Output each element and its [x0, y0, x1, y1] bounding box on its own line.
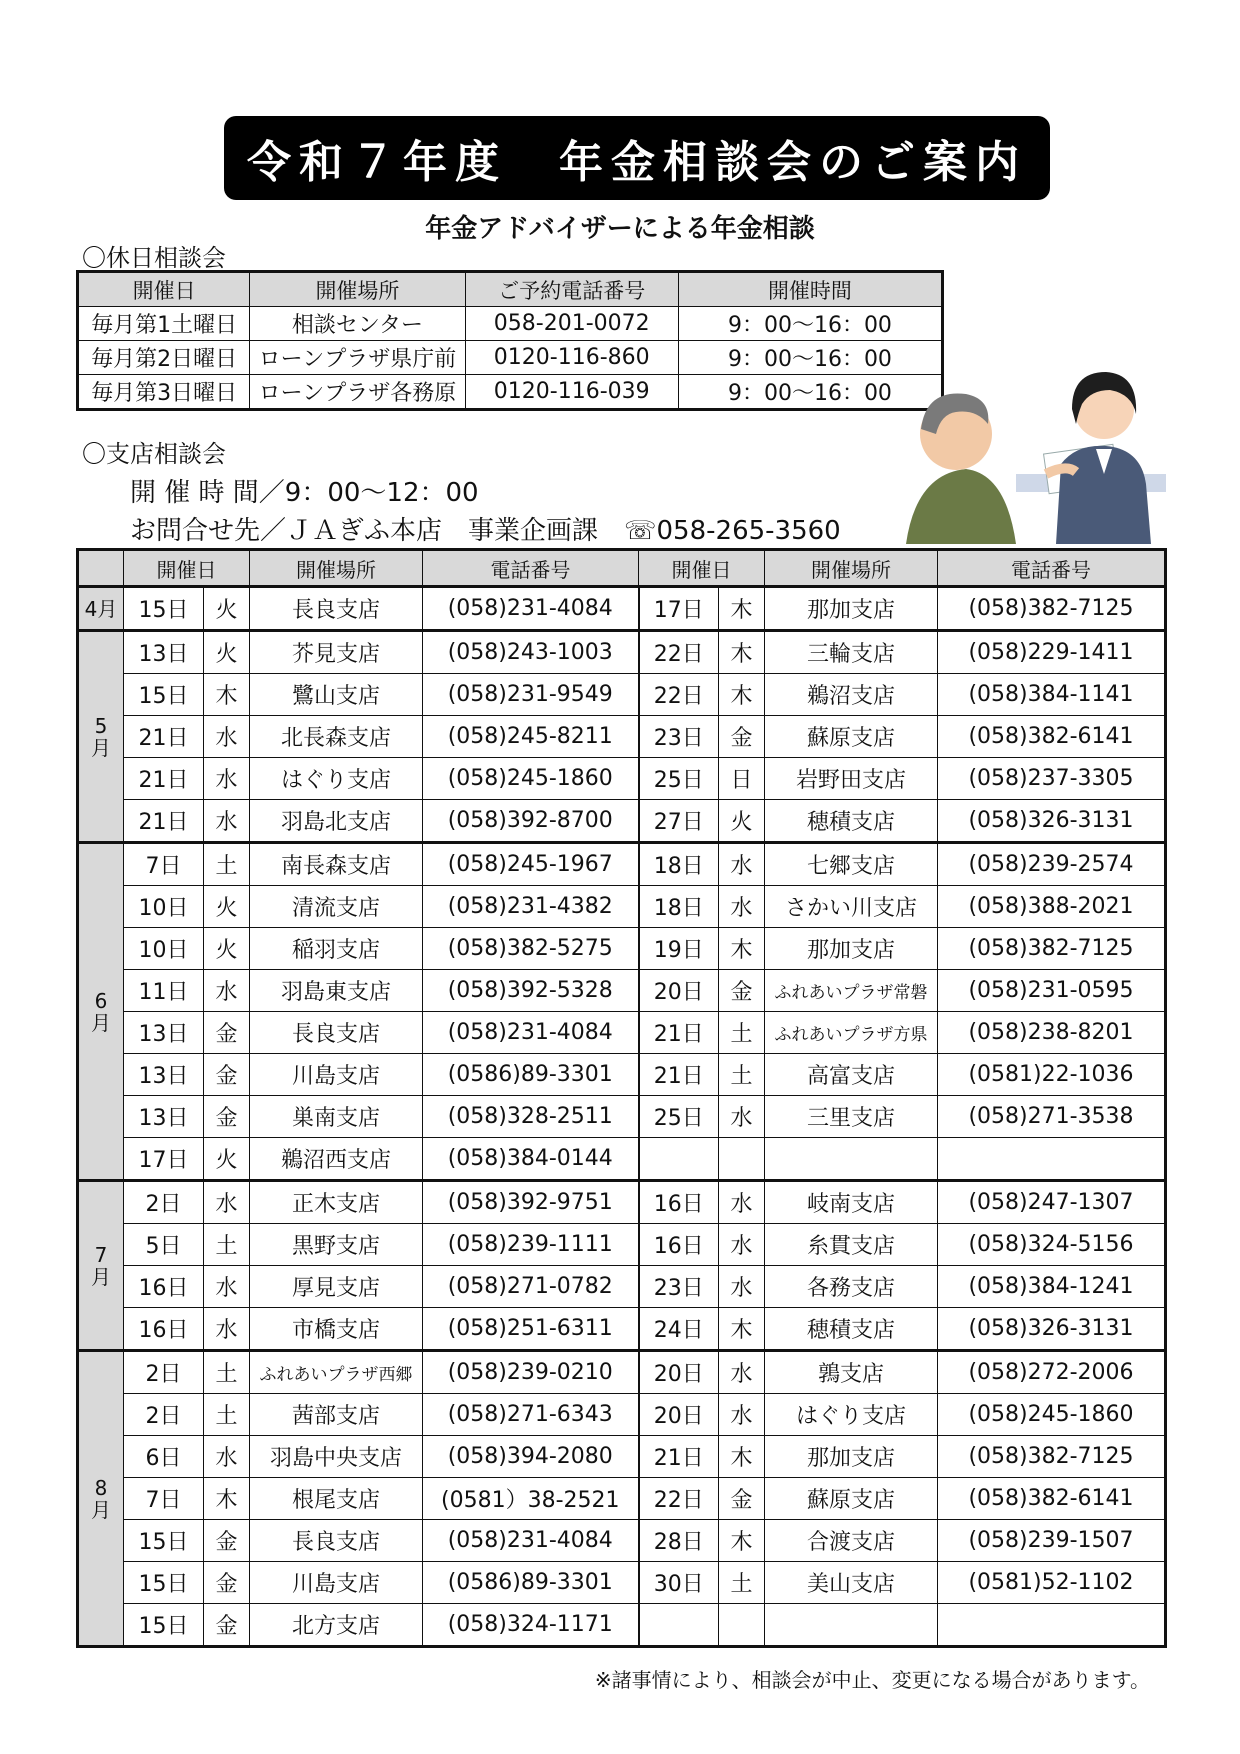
- branch-name-cell: 合渡支店: [765, 1520, 938, 1562]
- date-cell: 2日: [124, 1394, 204, 1436]
- phone-cell: (058)384-1241: [938, 1266, 1166, 1308]
- branch-name-cell: [765, 1604, 938, 1647]
- branch-row: [78, 1096, 1166, 1138]
- branch-row: [78, 1181, 1166, 1224]
- month-column-header: [78, 550, 124, 587]
- date-cell: 24日: [639, 1308, 719, 1351]
- branch-name-cell: 南長森支店: [250, 843, 423, 886]
- weekday-cell: 火: [204, 587, 250, 631]
- date-cell: 6日: [124, 1436, 204, 1478]
- weekday-cell: 水: [719, 1181, 765, 1224]
- phone-cell: (058)239-2574: [938, 843, 1166, 886]
- phone-cell: (058)245-1967: [423, 843, 639, 886]
- date-cell: 21日: [639, 1054, 719, 1096]
- weekday-cell: 水: [204, 970, 250, 1012]
- phone-cell: (058)392-8700: [423, 800, 639, 843]
- date-cell: 28日: [639, 1520, 719, 1562]
- subtitle: 年金アドバイザーによる年金相談: [425, 214, 815, 244]
- branch-name-cell: 各務支店: [765, 1266, 938, 1308]
- phone-cell: (0581)22-1036: [938, 1054, 1166, 1096]
- date-cell: 7日: [124, 1478, 204, 1520]
- phone-cell: (058)229-1411: [938, 631, 1166, 674]
- phone-cell: (058)392-5328: [423, 970, 639, 1012]
- weekday-cell: 金: [719, 716, 765, 758]
- branch-name-cell: 巣南支店: [250, 1096, 423, 1138]
- phone-cell: (058)328-2511: [423, 1096, 639, 1138]
- date-cell: 23日: [639, 1266, 719, 1308]
- branch-name-cell: 北長森支店: [250, 716, 423, 758]
- weekday-cell: 水: [719, 1266, 765, 1308]
- weekday-cell: 金: [204, 1604, 250, 1647]
- holiday-cell: 9：00～16：00: [678, 375, 942, 410]
- weekday-cell: 水: [204, 1436, 250, 1478]
- branch-name-cell: 根尾支店: [250, 1478, 423, 1520]
- phone-cell: (058)271-3538: [938, 1096, 1166, 1138]
- phone-cell: (058)382-7125: [938, 928, 1166, 970]
- phone-cell: (058)272-2006: [938, 1351, 1166, 1394]
- date-cell: 22日: [639, 631, 719, 674]
- weekday-cell: 水: [719, 1394, 765, 1436]
- weekday-cell: 火: [204, 631, 250, 674]
- date-cell: 30日: [639, 1562, 719, 1604]
- date-cell: 2日: [124, 1181, 204, 1224]
- branch-name-cell: 七郷支店: [765, 843, 938, 886]
- phone-cell: (058)243-1003: [423, 631, 639, 674]
- date-cell: 13日: [124, 1054, 204, 1096]
- date-cell: 13日: [124, 1096, 204, 1138]
- holiday-cell: 毎月第2日曜日: [78, 341, 250, 375]
- phone-cell: (0581）38-2521: [423, 1478, 639, 1520]
- weekday-cell: 木: [204, 674, 250, 716]
- date-cell: 7日: [124, 843, 204, 886]
- phone-cell: (058)231-4084: [423, 1520, 639, 1562]
- weekday-cell: 木: [719, 674, 765, 716]
- date-cell: 15日: [124, 1562, 204, 1604]
- branch-name-cell: 芥見支店: [250, 631, 423, 674]
- phone-cell: (058)245-1860: [938, 1394, 1166, 1436]
- branch-row: [78, 886, 1166, 928]
- weekday-cell: 土: [204, 1224, 250, 1266]
- date-cell: 16日: [124, 1308, 204, 1351]
- weekday-cell: 水: [204, 800, 250, 843]
- branch-table: [76, 548, 1167, 1648]
- branch-column-header: 電話番号: [423, 550, 639, 587]
- weekday-cell: 火: [719, 800, 765, 843]
- page-title: 令和７年度 年金相談会のご案内: [224, 116, 1050, 200]
- branch-name-cell: 北方支店: [250, 1604, 423, 1647]
- phone-cell: (058)245-8211: [423, 716, 639, 758]
- date-cell: 21日: [124, 800, 204, 843]
- weekday-cell: 水: [719, 1096, 765, 1138]
- phone-cell: (058)245-1860: [423, 758, 639, 800]
- holiday-cell: 9：00～16：00: [678, 307, 942, 341]
- phone-cell: (058)231-4084: [423, 1012, 639, 1054]
- weekday-cell: 火: [204, 886, 250, 928]
- month-label: 7 月: [78, 1181, 124, 1351]
- holiday-cell: 毎月第1土曜日: [78, 307, 250, 341]
- branch-name-cell: 正木支店: [250, 1181, 423, 1224]
- weekday-cell: 水: [204, 1308, 250, 1351]
- holiday-cell: 相談センター: [250, 307, 465, 341]
- holiday-row: [78, 375, 943, 410]
- weekday-cell: 水: [204, 758, 250, 800]
- weekday-cell: 金: [204, 1012, 250, 1054]
- branch-column-header: 開催日: [124, 550, 250, 587]
- branch-row: [78, 1436, 1166, 1478]
- phone-cell: (058)231-0595: [938, 970, 1166, 1012]
- branch-row: [78, 1224, 1166, 1266]
- branch-name-cell: 岐南支店: [765, 1181, 938, 1224]
- branch-name-cell: 三輪支店: [765, 631, 938, 674]
- branch-row: [78, 1351, 1166, 1394]
- date-cell: 18日: [639, 886, 719, 928]
- phone-cell: (058)384-0144: [423, 1138, 639, 1181]
- consultation-illustration-icon: [896, 354, 1166, 544]
- phone-cell: (058)326-3131: [938, 1308, 1166, 1351]
- date-cell: 20日: [639, 970, 719, 1012]
- branch-row: [78, 631, 1166, 674]
- branch-name-cell: 穂積支店: [765, 800, 938, 843]
- phone-cell: (058)326-3131: [938, 800, 1166, 843]
- phone-cell: (058)238-8201: [938, 1012, 1166, 1054]
- weekday-cell: 金: [204, 1054, 250, 1096]
- phone-cell: (058)239-1111: [423, 1224, 639, 1266]
- phone-cell: (058)231-9549: [423, 674, 639, 716]
- weekday-cell: 金: [719, 970, 765, 1012]
- date-cell: [639, 1138, 719, 1181]
- weekday-cell: 土: [719, 1012, 765, 1054]
- branch-row: [78, 1266, 1166, 1308]
- date-cell: 15日: [124, 674, 204, 716]
- date-cell: 15日: [124, 1604, 204, 1647]
- phone-cell: (0586)89-3301: [423, 1054, 639, 1096]
- month-label: 5 月: [78, 631, 124, 843]
- branch-name-cell: さかい川支店: [765, 886, 938, 928]
- weekday-cell: 水: [719, 1351, 765, 1394]
- branch-name-cell: はぐり支店: [765, 1394, 938, 1436]
- branch-row: [78, 1054, 1166, 1096]
- weekday-cell: 土: [719, 1562, 765, 1604]
- weekday-cell: 土: [204, 1351, 250, 1394]
- branch-name-cell: 美山支店: [765, 1562, 938, 1604]
- date-cell: 13日: [124, 631, 204, 674]
- branch-name-cell: 羽島中央支店: [250, 1436, 423, 1478]
- date-cell: 15日: [124, 1520, 204, 1562]
- holiday-row: [78, 341, 943, 375]
- weekday-cell: 水: [204, 1266, 250, 1308]
- date-cell: 21日: [639, 1436, 719, 1478]
- phone-cell: (058)239-1507: [938, 1520, 1166, 1562]
- branch-name-cell: 長良支店: [250, 587, 423, 631]
- branch-column-header: 開催場所: [765, 550, 938, 587]
- date-cell: 25日: [639, 758, 719, 800]
- holiday-column-header: 開催日: [78, 272, 250, 307]
- date-cell: 16日: [639, 1224, 719, 1266]
- date-cell: 11日: [124, 970, 204, 1012]
- phone-cell: (058)231-4382: [423, 886, 639, 928]
- branch-name-cell: 那加支店: [765, 1436, 938, 1478]
- holiday-row: [78, 307, 943, 341]
- date-cell: 23日: [639, 716, 719, 758]
- branch-row: [78, 587, 1166, 631]
- branch-name-cell: 那加支店: [765, 587, 938, 631]
- branch-name-cell: 鵜沼支店: [765, 674, 938, 716]
- weekday-cell: 金: [719, 1478, 765, 1520]
- weekday-cell: 水: [204, 716, 250, 758]
- phone-cell: [938, 1138, 1166, 1181]
- phone-cell: (0586)89-3301: [423, 1562, 639, 1604]
- date-cell: 22日: [639, 1478, 719, 1520]
- branch-name-cell: [765, 1138, 938, 1181]
- branch-name-cell: 鶉支店: [765, 1351, 938, 1394]
- branch-name-cell: 高富支店: [765, 1054, 938, 1096]
- branch-row: [78, 1138, 1166, 1181]
- branch-column-header: 開催場所: [250, 550, 423, 587]
- weekday-cell: 木: [719, 1520, 765, 1562]
- branch-row: [78, 1012, 1166, 1054]
- date-cell: 10日: [124, 928, 204, 970]
- phone-cell: (058)231-4084: [423, 587, 639, 631]
- date-cell: 19日: [639, 928, 719, 970]
- phone-cell: (058)388-2021: [938, 886, 1166, 928]
- date-cell: 25日: [639, 1096, 719, 1138]
- branch-name-cell: 川島支店: [250, 1054, 423, 1096]
- weekday-cell: [719, 1604, 765, 1647]
- branch-row: [78, 843, 1166, 886]
- holiday-column-header: 開催時間: [678, 272, 942, 307]
- branch-name-cell: 蘇原支店: [765, 1478, 938, 1520]
- branch-row: [78, 1394, 1166, 1436]
- branch-name-cell: ふれあいプラザ方県: [765, 1012, 938, 1054]
- branch-name-cell: 稲羽支店: [250, 928, 423, 970]
- branch-contact: お問合せ先／ＪＡぎふ本店 事業企画課 ☏058-265-3560: [130, 516, 841, 546]
- branch-row: [78, 800, 1166, 843]
- date-cell: 13日: [124, 1012, 204, 1054]
- weekday-cell: 水: [719, 1224, 765, 1266]
- holiday-cell: 058-201-0072: [465, 307, 678, 341]
- branch-name-cell: 鵜沼西支店: [250, 1138, 423, 1181]
- phone-cell: (058)382-6141: [938, 1478, 1166, 1520]
- branch-name-cell: 茜部支店: [250, 1394, 423, 1436]
- holiday-column-header: ご予約電話番号: [465, 272, 678, 307]
- branch-name-cell: ふれあいプラザ常磐: [765, 970, 938, 1012]
- branch-name-cell: 黒野支店: [250, 1224, 423, 1266]
- phone-cell: (058)324-1171: [423, 1604, 639, 1647]
- holiday-cell: 0120-116-860: [465, 341, 678, 375]
- weekday-cell: 土: [204, 843, 250, 886]
- weekday-cell: 土: [719, 1054, 765, 1096]
- date-cell: [639, 1604, 719, 1647]
- branch-name-cell: 羽島北支店: [250, 800, 423, 843]
- branch-row: [78, 1478, 1166, 1520]
- phone-cell: (058)392-9751: [423, 1181, 639, 1224]
- branch-name-cell: ふれあいプラザ西郷: [250, 1351, 423, 1394]
- branch-name-cell: 糸貫支店: [765, 1224, 938, 1266]
- phone-cell: (058)237-3305: [938, 758, 1166, 800]
- holiday-cell: 0120-116-039: [465, 375, 678, 410]
- branch-row: [78, 758, 1166, 800]
- phone-cell: (058)382-7125: [938, 1436, 1166, 1478]
- phone-cell: (058)382-6141: [938, 716, 1166, 758]
- branch-name-cell: 長良支店: [250, 1520, 423, 1562]
- weekday-cell: 木: [719, 928, 765, 970]
- branch-row: [78, 1308, 1166, 1351]
- branch-name-cell: はぐり支店: [250, 758, 423, 800]
- date-cell: 21日: [639, 1012, 719, 1054]
- branch-name-cell: 長良支店: [250, 1012, 423, 1054]
- weekday-cell: 土: [204, 1394, 250, 1436]
- phone-cell: (058)251-6311: [423, 1308, 639, 1351]
- date-cell: 18日: [639, 843, 719, 886]
- branch-row: [78, 716, 1166, 758]
- branch-row: [78, 674, 1166, 716]
- branch-name-cell: 岩野田支店: [765, 758, 938, 800]
- weekday-cell: 木: [719, 631, 765, 674]
- date-cell: 21日: [124, 716, 204, 758]
- phone-cell: (058)247-1307: [938, 1181, 1166, 1224]
- weekday-cell: 木: [719, 1308, 765, 1351]
- branch-row: [78, 928, 1166, 970]
- month-label: 8 月: [78, 1351, 124, 1647]
- branch-name-cell: 鷺山支店: [250, 674, 423, 716]
- phone-cell: (058)382-5275: [423, 928, 639, 970]
- branch-name-cell: 三里支店: [765, 1096, 938, 1138]
- date-cell: 21日: [124, 758, 204, 800]
- date-cell: 17日: [124, 1138, 204, 1181]
- date-cell: 16日: [639, 1181, 719, 1224]
- holiday-table: [76, 270, 944, 411]
- weekday-cell: 金: [204, 1520, 250, 1562]
- branch-time: 開 催 時 間／9：00～12：00: [130, 478, 479, 508]
- holiday-cell: 9：00～16：00: [678, 341, 942, 375]
- holiday-column-header: 開催場所: [250, 272, 465, 307]
- phone-cell: (0581)52-1102: [938, 1562, 1166, 1604]
- weekday-cell: 日: [719, 758, 765, 800]
- phone-cell: (058)394-2080: [423, 1436, 639, 1478]
- phone-cell: [938, 1604, 1166, 1647]
- date-cell: 5日: [124, 1224, 204, 1266]
- date-cell: 20日: [639, 1351, 719, 1394]
- phone-cell: (058)271-6343: [423, 1394, 639, 1436]
- phone-cell: (058)324-5156: [938, 1224, 1166, 1266]
- date-cell: 16日: [124, 1266, 204, 1308]
- weekday-cell: 火: [204, 1138, 250, 1181]
- month-label: 6 月: [78, 843, 124, 1181]
- weekday-cell: 火: [204, 928, 250, 970]
- weekday-cell: 木: [719, 1436, 765, 1478]
- weekday-cell: 金: [204, 1562, 250, 1604]
- weekday-cell: 木: [719, 587, 765, 631]
- branch-name-cell: 市橋支店: [250, 1308, 423, 1351]
- branch-name-cell: 清流支店: [250, 886, 423, 928]
- weekday-cell: 木: [204, 1478, 250, 1520]
- phone-cell: (058)382-7125: [938, 587, 1166, 631]
- branch-row: [78, 1604, 1166, 1647]
- weekday-cell: [719, 1138, 765, 1181]
- date-cell: 15日: [124, 587, 204, 631]
- weekday-cell: 金: [204, 1096, 250, 1138]
- date-cell: 17日: [639, 587, 719, 631]
- branch-name-cell: 穂積支店: [765, 1308, 938, 1351]
- branch-name-cell: 那加支店: [765, 928, 938, 970]
- holiday-cell: ローンプラザ各務原: [250, 375, 465, 410]
- branch-name-cell: 羽島東支店: [250, 970, 423, 1012]
- branch-heading: 〇支店相談会: [82, 440, 226, 468]
- branch-column-header: 電話番号: [938, 550, 1166, 587]
- phone-cell: (058)239-0210: [423, 1351, 639, 1394]
- branch-row: [78, 970, 1166, 1012]
- phone-cell: (058)384-1141: [938, 674, 1166, 716]
- weekday-cell: 水: [719, 886, 765, 928]
- weekday-cell: 水: [719, 843, 765, 886]
- holiday-cell: 毎月第3日曜日: [78, 375, 250, 410]
- date-cell: 10日: [124, 886, 204, 928]
- branch-column-header: 開催日: [639, 550, 765, 587]
- date-cell: 2日: [124, 1351, 204, 1394]
- branch-row: [78, 1520, 1166, 1562]
- branch-name-cell: 厚見支店: [250, 1266, 423, 1308]
- date-cell: 20日: [639, 1394, 719, 1436]
- weekday-cell: 水: [204, 1181, 250, 1224]
- phone-cell: (058)271-0782: [423, 1266, 639, 1308]
- footnote: ※諸事情により、相談会が中止、変更になる場合があります。: [594, 1668, 1150, 1692]
- holiday-cell: ローンプラザ県庁前: [250, 341, 465, 375]
- date-cell: 22日: [639, 674, 719, 716]
- holiday-heading: 〇休日相談会: [82, 244, 226, 272]
- branch-name-cell: 川島支店: [250, 1562, 423, 1604]
- date-cell: 27日: [639, 800, 719, 843]
- branch-name-cell: 蘇原支店: [765, 716, 938, 758]
- branch-row: [78, 1562, 1166, 1604]
- month-label: 4月: [78, 587, 124, 631]
